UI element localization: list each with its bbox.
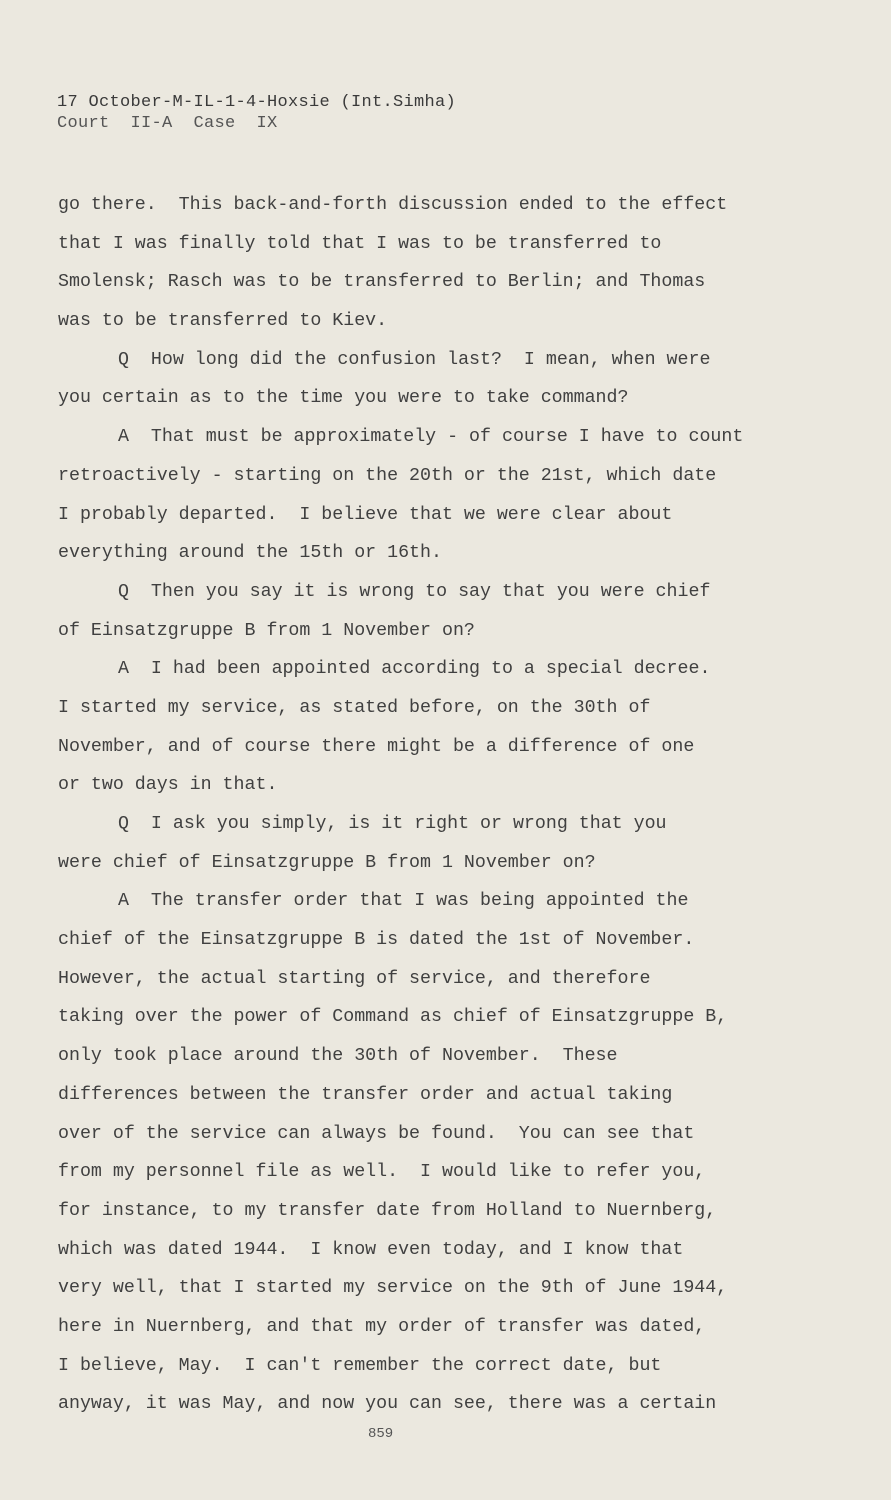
transcript-line: retroactively - starting on the 20th or the 21st, which date [58,465,717,486]
transcript-line: which was dated 1944. I know even today, and I know that [58,1239,684,1260]
header-line-1: 17 October-M-IL-1-4-Hoxsie (Int.Simha) [57,93,457,112]
transcript-line: only took place around the 30th of November. These [58,1046,618,1067]
transcript-line: I believe, May. I can't remember the correct date, but [58,1355,662,1376]
transcript-line: chief of the Einsatzgruppe B is dated the 1st of November. [58,930,695,951]
transcript-line: here in Nuernberg, and that my order of transfer was dated, [58,1316,706,1337]
transcript-line: was to be transferred to Kiev. [58,311,388,332]
transcript-line: Q How long did the confusion last? I mean, when were [118,349,711,370]
transcript-line: Smolensk; Rasch was to be transferred to Berlin; and Thomas [58,272,706,293]
transcript-line: of Einsatzgruppe B from 1 November on? [58,620,475,641]
transcript-line: everything around the 15th or 16th. [58,543,442,564]
transcript-line: go there. This back-and-forth discussion ended to the effect [58,195,728,215]
transcript-line: I started my service, as stated before, on the 30th of [58,697,651,718]
transcript-line: that I was finally told that I was to be transferred to [58,233,662,254]
transcript-line: November, and of course there might be a difference of one [58,736,695,757]
transcript-line: very well, that I started my service on the 9th of June 1944, [58,1278,728,1299]
transcript-line: differences between the transfer order and actual taking [58,1084,673,1105]
transcript-line: Q Then you say it is wrong to say that you were chief [118,581,711,602]
transcript-line: were chief of Einsatzgruppe B from 1 November on? [58,852,596,873]
transcript-line: A That must be approximately - of course I have to count [118,427,744,448]
transcript-line: from my personnel file as well. I would like to refer you, [58,1162,706,1183]
page-number: 859 [368,1426,394,1442]
header-line-2: Court II-A Case IX [57,114,278,133]
transcript-line: A The transfer order that I was being appointed the [118,891,689,912]
transcript-line: I probably departed. I believe that we were clear about [58,504,673,525]
transcript-line: taking over the power of Command as chief of Einsatzgruppe B, [58,1007,728,1028]
transcript-line: Q I ask you simply, is it right or wrong that you [118,814,667,834]
transcript-body [58,186,743,1424]
transcript-line: anyway, it was May, and now you can see, there was a certain [58,1394,717,1415]
transcript-line: or two days in that. [58,775,278,796]
transcript-line: A I had been appointed according to a special decree. [118,659,711,680]
transcript-line: for instance, to my transfer date from Holland to Nuernberg, [58,1200,717,1221]
transcript-line: over of the service can always be found. You can see that [58,1123,695,1144]
transcript-line: However, the actual starting of service, and therefore [58,968,651,989]
transcript-line: you certain as to the time you were to take command? [58,388,629,409]
